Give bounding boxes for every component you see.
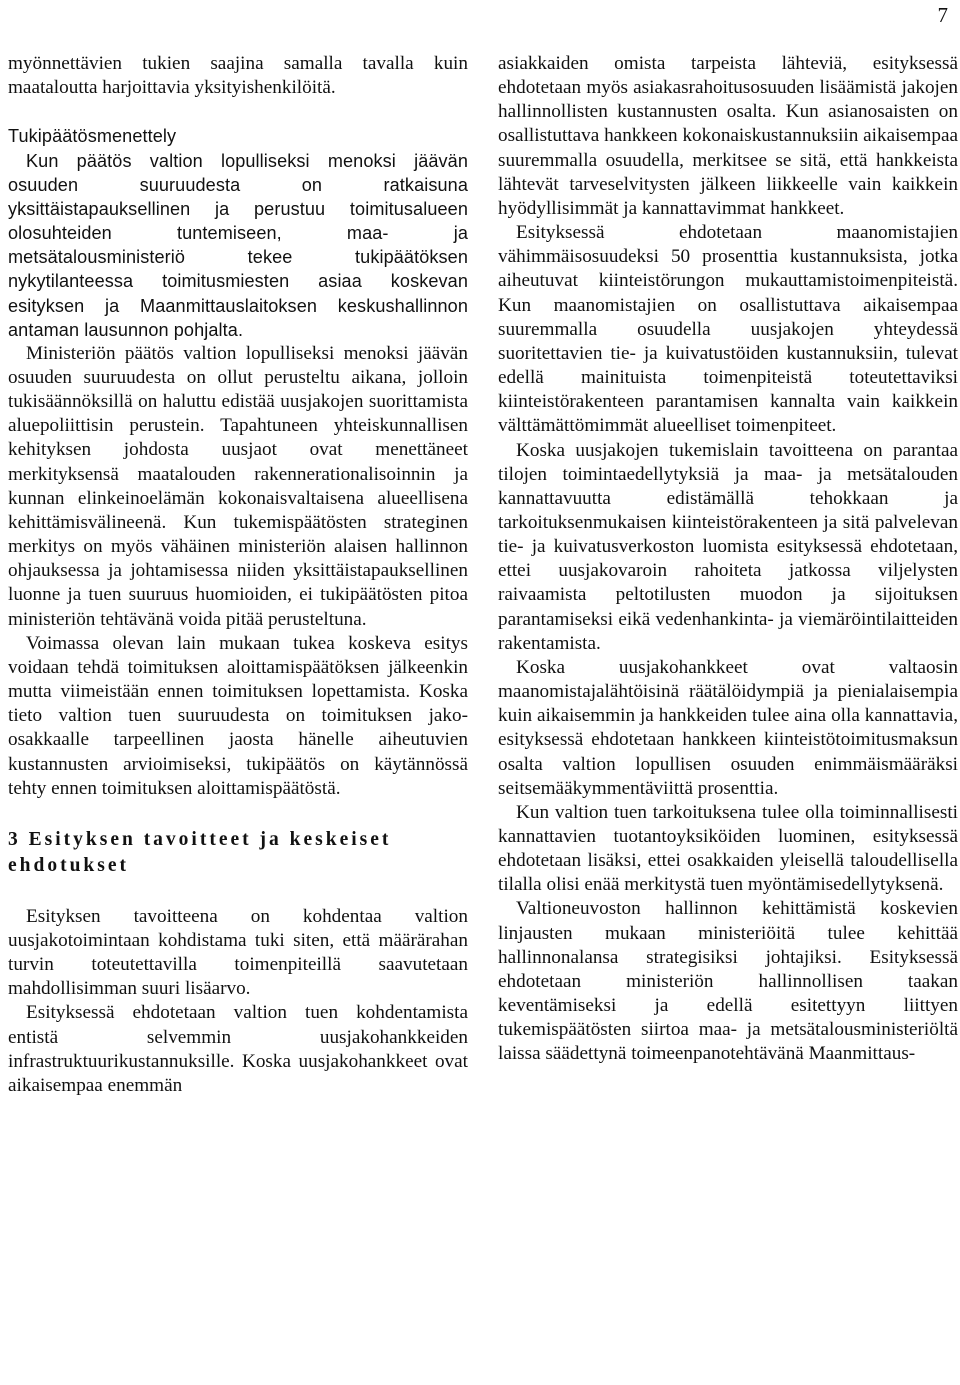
left-column (8, 52, 468, 1098)
paragraph: Kun päätös valtion lopulliseksi menoksi jäävän osuuden suuruudesta on ratkaisuna yksittäistapauksellinen ja perustuu toimitusalueen olosuhteiden tuntemiseen, maa- ja metsätalousministeriö tekee tukipäätöksen nykytilanteessa toimitusmiesten asiaa koskevan esityksen ja Maanmittauslaitoksen keskushallinnon antaman lausunnon pohjalta. (8, 150, 468, 340)
paragraph: Koska uusjakohankkeet ovat valtaosin maanomistajalähtöisinä räätälöidympiä ja pienialaisempia kuin aikaisemmin ja hankkeiden tulee aina olla kannattavia, esityksessä ehdotetaan hankkeen kiinteistötoimitusmaksun osalta valtion lopullisen osuuden enimmäismääräksi seitsemääkymmentäviittä prosenttia. (498, 656, 958, 799)
paragraph: myönnettävien tukien saajina samalla tavalla kuin maataloutta harjoittavia yksityishenkilöitä. (8, 53, 468, 99)
subheading: Tukipäätösmenettely (8, 126, 177, 147)
paragraph: Esityksessä ehdotetaan maanomistajien vähimmäisosuudeksi 50 prosenttia kustannuksista, jotka aiheutuvat kiinteistörungon mukauttamistoimenpiteistä. Kun maanomistajien on osallistuttava aikaisempaa suuremmalla osuudella uusjakojen yhteydessä suoritettavien tie- ja kuivatustöiden kustannuksiin, tulevat edellä mainituista toimenpiteistä toteutettaviksi kiinteistörakenteen parantamisen kannalta vain kaikkein välttämättömimmät alueelliset toimenpiteet. (498, 222, 958, 437)
page-number: 7 (937, 3, 948, 27)
paragraph: Koska uusjakojen tukemislain tavoitteena on parantaa tilojen toimintaedellytyksiä ja maa- ja metsätalouden kannattavuutta edistämällä tehokkaan ja tarkoituksenmukaisen kiinteistörakenteen ja sitä palvelevan tie- ja kuivatusverkoston luomista esityksessä ehdotetaan, ettei uusjakovaroin rahoiteta jatkossa viljelysten raivaamista peltotilusten muodon ja sijoituksen parantamiseksi eikä vedenhankinta- ja viemäröintilaitteiden rakentamista. (498, 439, 958, 654)
paragraph: Kun valtion tuen tarkoituksena tulee olla toiminnallisesti kannattavien tuotantoyksiköiden luominen, esityksessä ehdotetaan lisäksi, ettei osakkaiden yleisellä taloudellisella tilalla olisi enää merkitystä tuen myöntämisedellytyksenä. (498, 801, 958, 896)
right-column (498, 52, 958, 1067)
section-heading: 3 Esityksen tavoitteet ja keskeiset ehdotukset (8, 828, 392, 876)
paragraph: Ministeriön päätös valtion lopulliseksi menoksi jäävän osuuden suuruudesta on ollut perusteltu aikana, jolloin tukisäännöksillä on haluttu edistää uusjakojen suorittamista aluepoliittisin perustein. Tapahtuneen yhteiskunnallisen kehityksen johdosta uusjaot ovat menettäneet merkityksensä maatalouden rakennerationalisoinnin ja kunnan elinkeinoelämän kokonaisvaltaisena alueellisena kehittämisvälineenä. Kun tukemispäätösten strateginen merkitys on myös vähäinen ministeriön alaisen hallinnon ohjauksessa ja johtamisessa niiden yksittäistapauksellinen luonne ja tuen suuruus huomioiden, ei tukipäätösten pitoa ministeriön tehtävänä voida pitää perusteltuna. (8, 342, 468, 630)
paragraph: Esityksessä ehdotetaan valtion tuen kohdentamista entistä selvemmin uusjakohankkeiden infrastruktuurikustannuksille. Koska uusjakohankkeet ovat aikaisempaa enemmän (8, 1002, 468, 1096)
paragraph: Voimassa olevan lain mukaan tukea koskeva esitys voidaan tehdä toimituksen aloittamispäätöksen jälkeenkin mutta viimeistään ennen toimituksen lopettamista. Koska tieto valtion tuen suuruudesta on toimituksen jako-osakkaalle tarpeellinen jaosta hänelle aiheutuvien kustannusten arvioimiseksi, tukipäätös on käytännössä tehty ennen toimituksen aloittamispäätöstä. (8, 632, 468, 799)
paragraph: Valtioneuvoston hallinnon kehittämistä koskevien linjausten mukaan ministeriöitä tulee kehittää hallinnonalansa strategisiksi johtajiksi. Esityksessä ehdotetaan ministeriön hallinnollisen taakan keventämiseksi ja edellä esitettyyn liittyen tukemispäätösten siirtoa maa- ja metsätalousministeriöltä laissa säädettynä toimeenpanotehtävänä Maanmittaus- (498, 898, 958, 1065)
paragraph: Esityksen tavoitteena on kohdentaa valtion uusjakotoimintaan kohdistama tuki siten, että määrärahan turvin toteutettavilla toimenpiteillä saavutetaan mahdollisimman suuri lisäarvo. (8, 905, 468, 1000)
paragraph: asiakkaiden omista tarpeista lähteviä, esityksessä ehdotetaan myös asiakasrahoitusosuuden lisäämistä jakojen hallinnollisten kustannusten osalta. Kun asianosaisten on osallistuttava hankkeen kokonaiskustannuksiin aikaisempaa suuremmalla osuudella, merkitsee se sitä, että hankkeista lähtevät tarveselvitysten jälkeen liikkeelle vain kaikkein hyödyllisimmät ja kannattavimmat hankkeet. (498, 53, 958, 219)
